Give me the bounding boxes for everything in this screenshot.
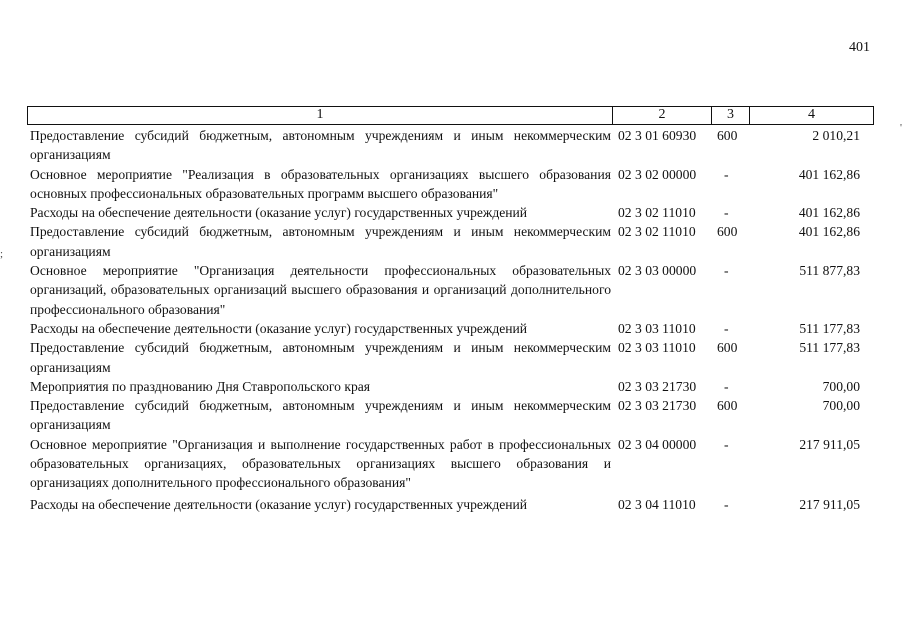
- row-name: Расходы на обеспечение деятельности (оказание услуг) государственных учреждений: [30, 205, 528, 221]
- row-name: Основное мероприятие "Организация деятельности профессиональных образовательных организаций, образовательных организаций высшего образования и организаций дополнительного профессионального образования": [30, 263, 611, 317]
- row-sum: 700,00: [822, 378, 860, 394]
- row-vr: -: [724, 496, 729, 512]
- table-header: [27, 106, 874, 125]
- table-row: [30, 377, 875, 396]
- table-row: [30, 203, 875, 222]
- row-code: 02 3 02 00000: [618, 166, 697, 182]
- row-code: 02 3 03 11010: [618, 340, 696, 356]
- page-number: 401: [849, 40, 870, 55]
- row-code: 02 3 04 00000: [618, 436, 697, 452]
- table-row: [30, 435, 875, 493]
- row-name: Предоставление субсидий бюджетным, автономным учреждениям и иным некоммерческим организациям: [30, 398, 611, 433]
- row-code: 02 3 03 21730: [618, 398, 697, 414]
- row-vr: 600: [717, 128, 738, 143]
- row-vr: 600: [717, 398, 738, 414]
- row-name: Расходы на обеспечение деятельности (оказание услуг) государственных учреждений: [30, 496, 528, 512]
- row-name: Мероприятия по празднованию Дня Ставропольского края: [30, 378, 371, 394]
- row-sum: 217 911,05: [799, 436, 860, 452]
- row-sum: 217 911,05: [799, 496, 860, 512]
- row-sum: 401 162,86: [798, 224, 860, 240]
- row-code: 02 3 02 11010: [618, 205, 696, 221]
- table-row: [30, 261, 875, 319]
- row-sum: 511 877,83: [799, 263, 860, 279]
- table-row: [30, 126, 875, 165]
- row-vr: -: [724, 205, 729, 221]
- row-vr: -: [724, 320, 729, 336]
- row-name: Предоставление субсидий бюджетным, автономным учреждениям и иным некоммерческим организациям: [30, 340, 611, 375]
- header-col-3: 3: [712, 107, 750, 124]
- header-col-2: 2: [613, 107, 712, 124]
- row-vr: -: [724, 166, 729, 182]
- table-row: [30, 319, 875, 338]
- row-sum: 401 162,86: [798, 166, 860, 182]
- row-name: Основное мероприятие "Реализация в образовательных организациях высшего образования основных профессиональных образовательных программ высшего образования": [30, 166, 611, 201]
- row-vr: 600: [717, 340, 738, 356]
- table-row: [30, 396, 875, 435]
- table-body: [30, 126, 875, 514]
- row-code: 02 3 03 00000: [618, 263, 697, 279]
- row-name: Расходы на обеспечение деятельности (оказание услуг) государственных учреждений: [30, 320, 528, 336]
- row-code: 02 3 04 11010: [618, 496, 696, 512]
- row-sum: 511 177,83: [799, 320, 860, 336]
- table-row: [30, 165, 875, 204]
- row-sum: 401 162,86: [798, 205, 860, 221]
- row-code: 02 3 02 11010: [618, 224, 696, 240]
- row-code: 02 3 03 21730: [618, 378, 697, 394]
- header-col-1: 1: [28, 107, 613, 124]
- row-vr: -: [724, 378, 729, 394]
- row-vr: -: [724, 436, 729, 452]
- table-row: [30, 338, 875, 377]
- row-sum: 511 177,83: [799, 340, 860, 356]
- scan-artifact: ': [900, 122, 902, 134]
- row-name: Основное мероприятие "Организация и выполнение государственных работ в профессиональных образовательных организациях, образовательных организациях высшего образования и организациях дополнительного профессионального образования": [30, 436, 611, 491]
- row-name: Предоставление субсидий бюджетным, автономным учреждениям и иным некоммерческим организациям: [30, 128, 611, 163]
- header-col-4: 4: [808, 107, 815, 122]
- row-code: 02 3 03 11010: [618, 320, 696, 336]
- row-sum: 700,00: [822, 398, 860, 414]
- row-sum: 2 010,21: [812, 128, 860, 143]
- scan-artifact: ;: [0, 248, 4, 260]
- row-vr: 600: [717, 224, 738, 240]
- row-name: Предоставление субсидий бюджетным, автономным учреждениям и иным некоммерческим организациям: [30, 224, 611, 259]
- table-row: [30, 495, 875, 514]
- row-code: 02 3 01 60930: [618, 128, 697, 143]
- row-vr: -: [724, 263, 729, 279]
- table-row: [30, 222, 875, 261]
